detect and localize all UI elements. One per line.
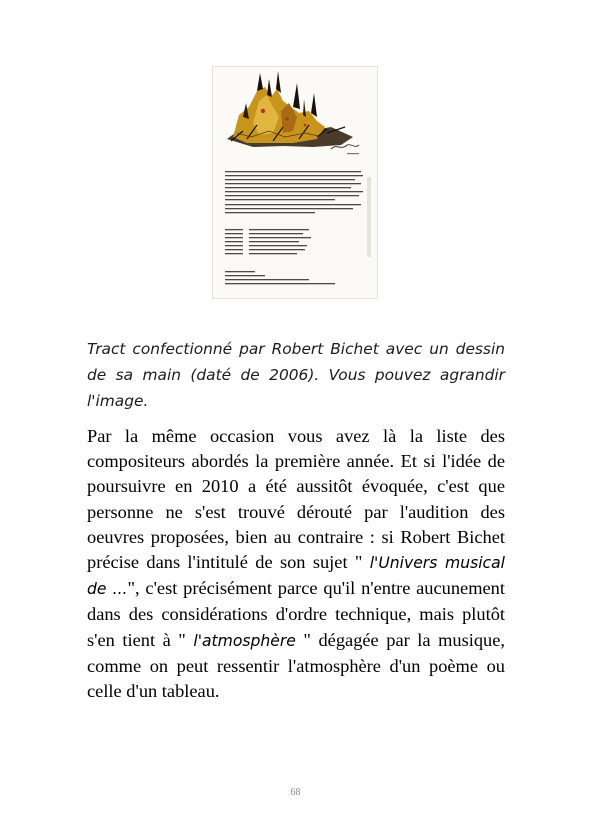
body-text-part-3: " dégagée par la musique, comme on peut ressentir l'atmosphère d'un poème ou celle d'un tableau. (87, 629, 506, 702)
page-number: 68 (290, 787, 301, 798)
body-emphasis-atmosphere: l'atmosphère (193, 631, 296, 650)
flyer-drawing (213, 67, 378, 299)
body-text-part-1: Par la même occasion vous avez là la liste des compositeurs abordés la première année. Et si l'idée de poursuivre en 2010 a été aussitôt évoquée, c'est que personne ne s'est trouvé dérouté par l'audition des oeuvres proposées, bien au contraire : si Robert Bichet précise dans l'intitulé de son sujet " (87, 426, 505, 573)
flyer-image[interactable] (212, 66, 378, 299)
image-caption: Tract confectionné par Robert Bichet avec un dessin de sa main (daté de 2006). Vous pouvez agrandir l'image. (87, 340, 505, 410)
body-paragraph (87, 424, 505, 704)
body-text-part-2: ", c'est précisément parce qu'il n'entre aucunement dans des considérations d'ordre technique, mais plutôt s'en tient à " (87, 578, 505, 650)
body-emphasis-univers: l'Univers musical de ... (87, 554, 505, 599)
